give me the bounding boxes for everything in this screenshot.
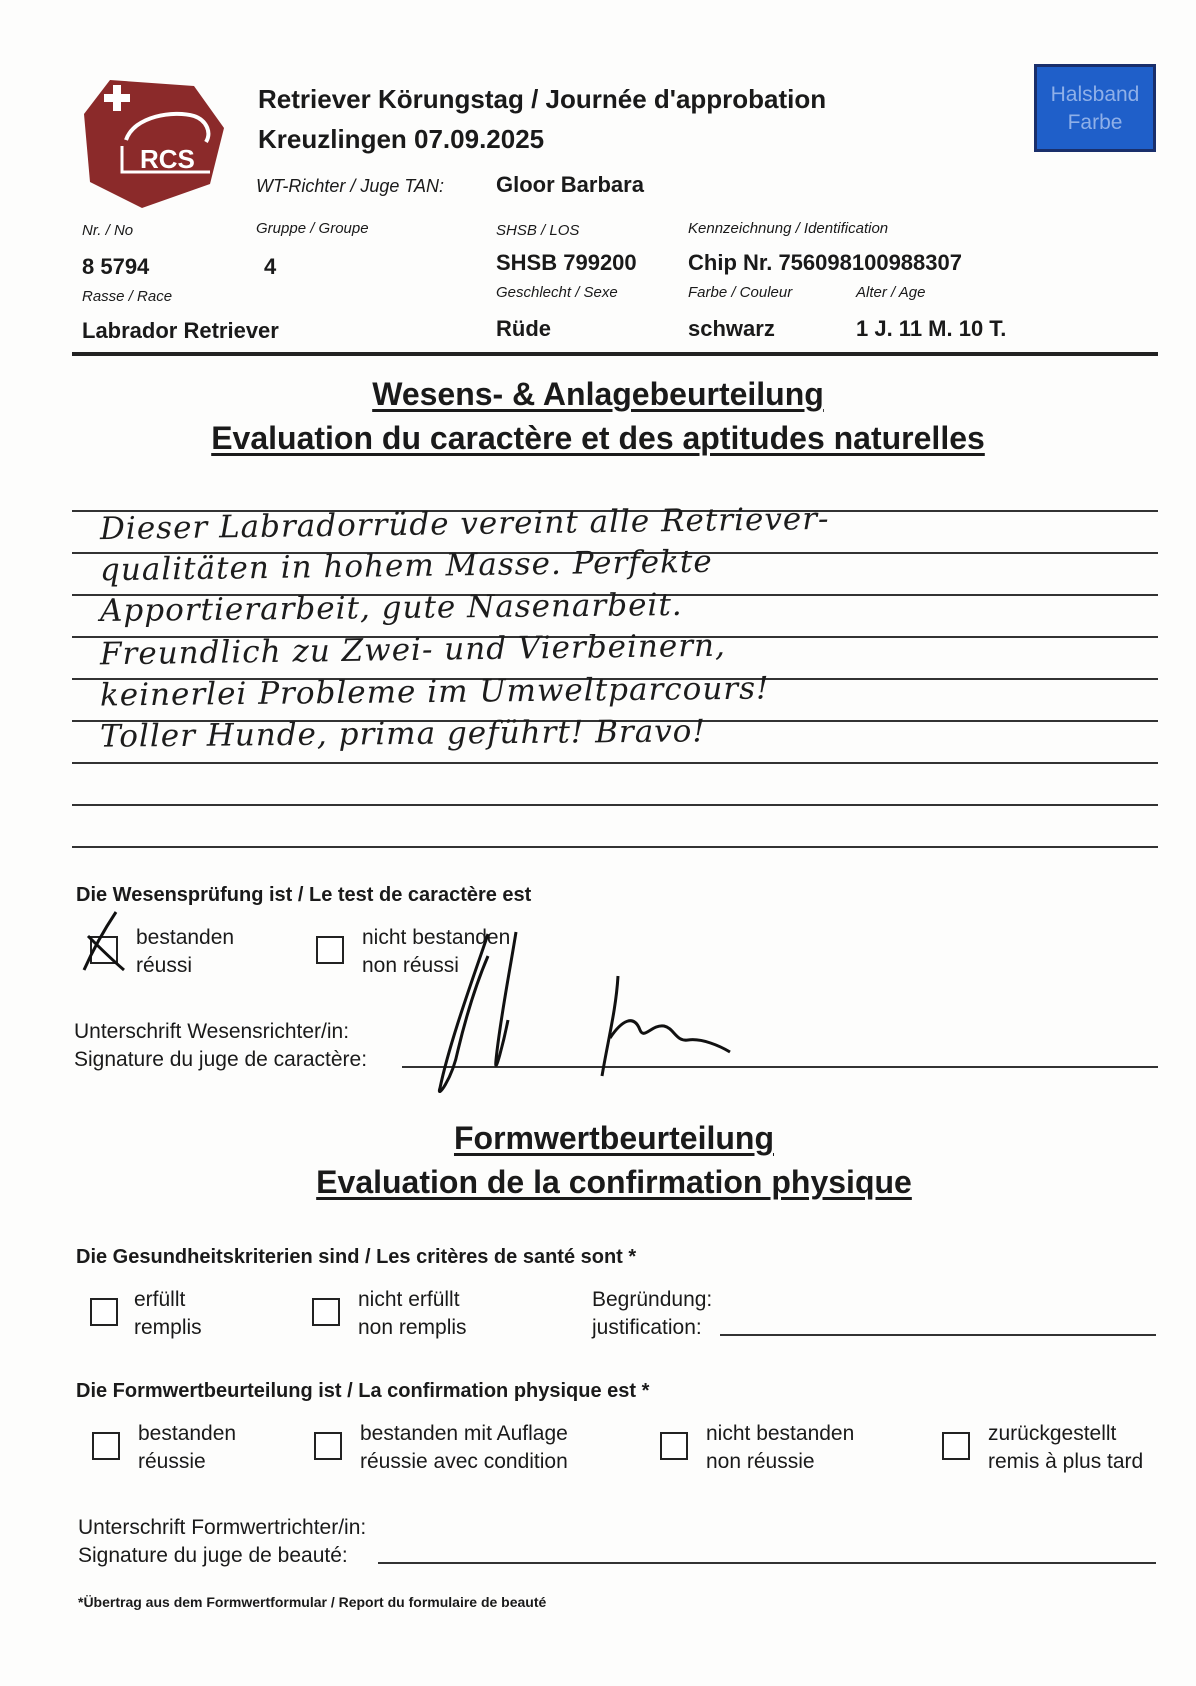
handwritten-remark-line: Toller Hunde, prima geführt! Bravo! [99,713,707,755]
age-value: 1 J. 11 M. 10 T. [856,316,1007,341]
handwritten-remark-line: qualitäten in hohem Masse. Perfekte [99,543,713,589]
handwritten-remark-line: keinerlei Probleme im Umweltparcours! [99,670,770,714]
rcs-logo [82,76,230,212]
conformation-title-fr: Evaluation de la confirmation physique [316,1164,912,1200]
health-fulfilled-label-de: erfüllt [134,1288,186,1311]
beauty-signature-label-de: Unterschrift Formwertrichter/in: [78,1516,367,1539]
conformation-failed-label-fr: non réussie [706,1450,815,1473]
health-fulfilled-checkbox[interactable] [90,1298,118,1326]
nr-label: Nr. / No [82,222,134,239]
handwritten-remark-line: Dieser Labradorrüde vereint alle Retriever- [99,500,830,548]
writing-line [72,762,1158,764]
character-signature-label-de: Unterschrift Wesensrichter/in: [74,1020,350,1043]
judge-signature [430,930,760,1100]
character-title-fr: Evaluation du caractère et des aptitudes naturelles [211,420,985,456]
collar-color-box [1034,64,1156,152]
writing-line [72,846,1158,848]
justification-field[interactable] [720,1334,1156,1336]
conformation-passed-label-fr: réussie [138,1450,206,1473]
chip-label: Kennzeichnung / Identification [688,220,889,237]
event-location-date: Kreuzlingen 07.09.2025 [258,124,545,154]
conformation-failed-checkbox[interactable] [660,1432,688,1460]
shsb-label: SHSB / LOS [496,222,580,239]
character-failed-label-de: nicht bestanden [362,926,511,949]
character-result-label: Die Wesensprüfung ist / Le test de caractère est [76,884,532,906]
group-label: Gruppe / Groupe [256,220,369,237]
conformation-passed-checkbox[interactable] [92,1432,120,1460]
conformation-postponed-checkbox[interactable] [942,1432,970,1460]
conformation-passed-condition-checkbox[interactable] [314,1432,342,1460]
color-label: Farbe / Couleur [688,284,793,301]
judge-label: WT-Richter / Juge TAN: [256,176,445,196]
age-label: Alter / Age [856,284,926,301]
conformation-passed-label-de: bestanden [138,1422,237,1445]
handwritten-remark-line: Freundlich zu Zwei- und Vierbeinern, [99,627,727,673]
conformation-postponed-label-fr: remis à plus tard [988,1450,1144,1473]
character-passed-label-fr: réussi [136,954,193,977]
breed-value: Labrador Retriever [82,318,279,343]
character-failed-label-fr: non réussi [362,954,459,977]
justification-label-fr: justification: [592,1316,702,1339]
health-fulfilled-label-fr: remplis [134,1316,202,1339]
header-divider [72,352,1158,356]
beauty-signature-label-fr: Signature du juge de beauté: [78,1544,348,1567]
conformation-failed-label-de: nicht bestanden [706,1422,855,1445]
health-not-fulfilled-label-de: nicht erfüllt [358,1288,460,1311]
character-passed-label-de: bestanden [136,926,235,949]
sex-label: Geschlecht / Sexe [496,284,618,301]
beauty-signature-line [378,1562,1156,1564]
sex-value: Rüde [496,316,551,341]
shsb-value: SHSB 799200 [496,250,637,275]
judge-name: Gloor Barbara [496,172,644,197]
conformation-result-label: Die Formwertbeurteilung ist / La confirmation physique est * [76,1380,650,1402]
character-failed-checkbox[interactable] [316,936,344,964]
health-criteria-label: Die Gesundheitskriterien sind / Les critères de santé sont * [76,1246,637,1268]
nr-value: 8 5794 [82,254,150,279]
checkmark-cross-icon [78,900,134,976]
footnote: *Übertrag aus dem Formwertformular / Report du formulaire de beauté [78,1594,547,1610]
collar-label-2: Farbe [1067,111,1123,134]
event-title: Retriever Körungstag / Journée d'approbation [258,84,827,114]
breed-label: Rasse / Race [82,288,173,305]
health-not-fulfilled-checkbox[interactable] [312,1298,340,1326]
health-not-fulfilled-label-fr: non remplis [358,1316,467,1339]
logo-text: RCS [140,144,195,174]
character-signature-label-fr: Signature du juge de caractère: [74,1048,368,1071]
handwritten-remark-line: Apportierarbeit, gute Nasenarbeit. [99,586,683,630]
writing-line [72,804,1158,806]
group-value: 4 [264,254,277,279]
conformation-title-de: Formwertbeurteilung [453,1120,774,1156]
collar-label-1: Halsband [1050,83,1140,106]
character-title-de: Wesens- & Anlagebeurteilung [372,376,824,412]
conformation-passed-condition-label-fr: réussie avec condition [360,1450,568,1473]
color-value: schwarz [688,316,775,341]
conformation-passed-condition-label-de: bestanden mit Auflage [360,1422,568,1445]
chip-value: Chip Nr. 756098100988307 [688,250,962,275]
conformation-postponed-label-de: zurückgestellt [988,1422,1117,1445]
justification-label-de: Begründung: [592,1288,713,1311]
